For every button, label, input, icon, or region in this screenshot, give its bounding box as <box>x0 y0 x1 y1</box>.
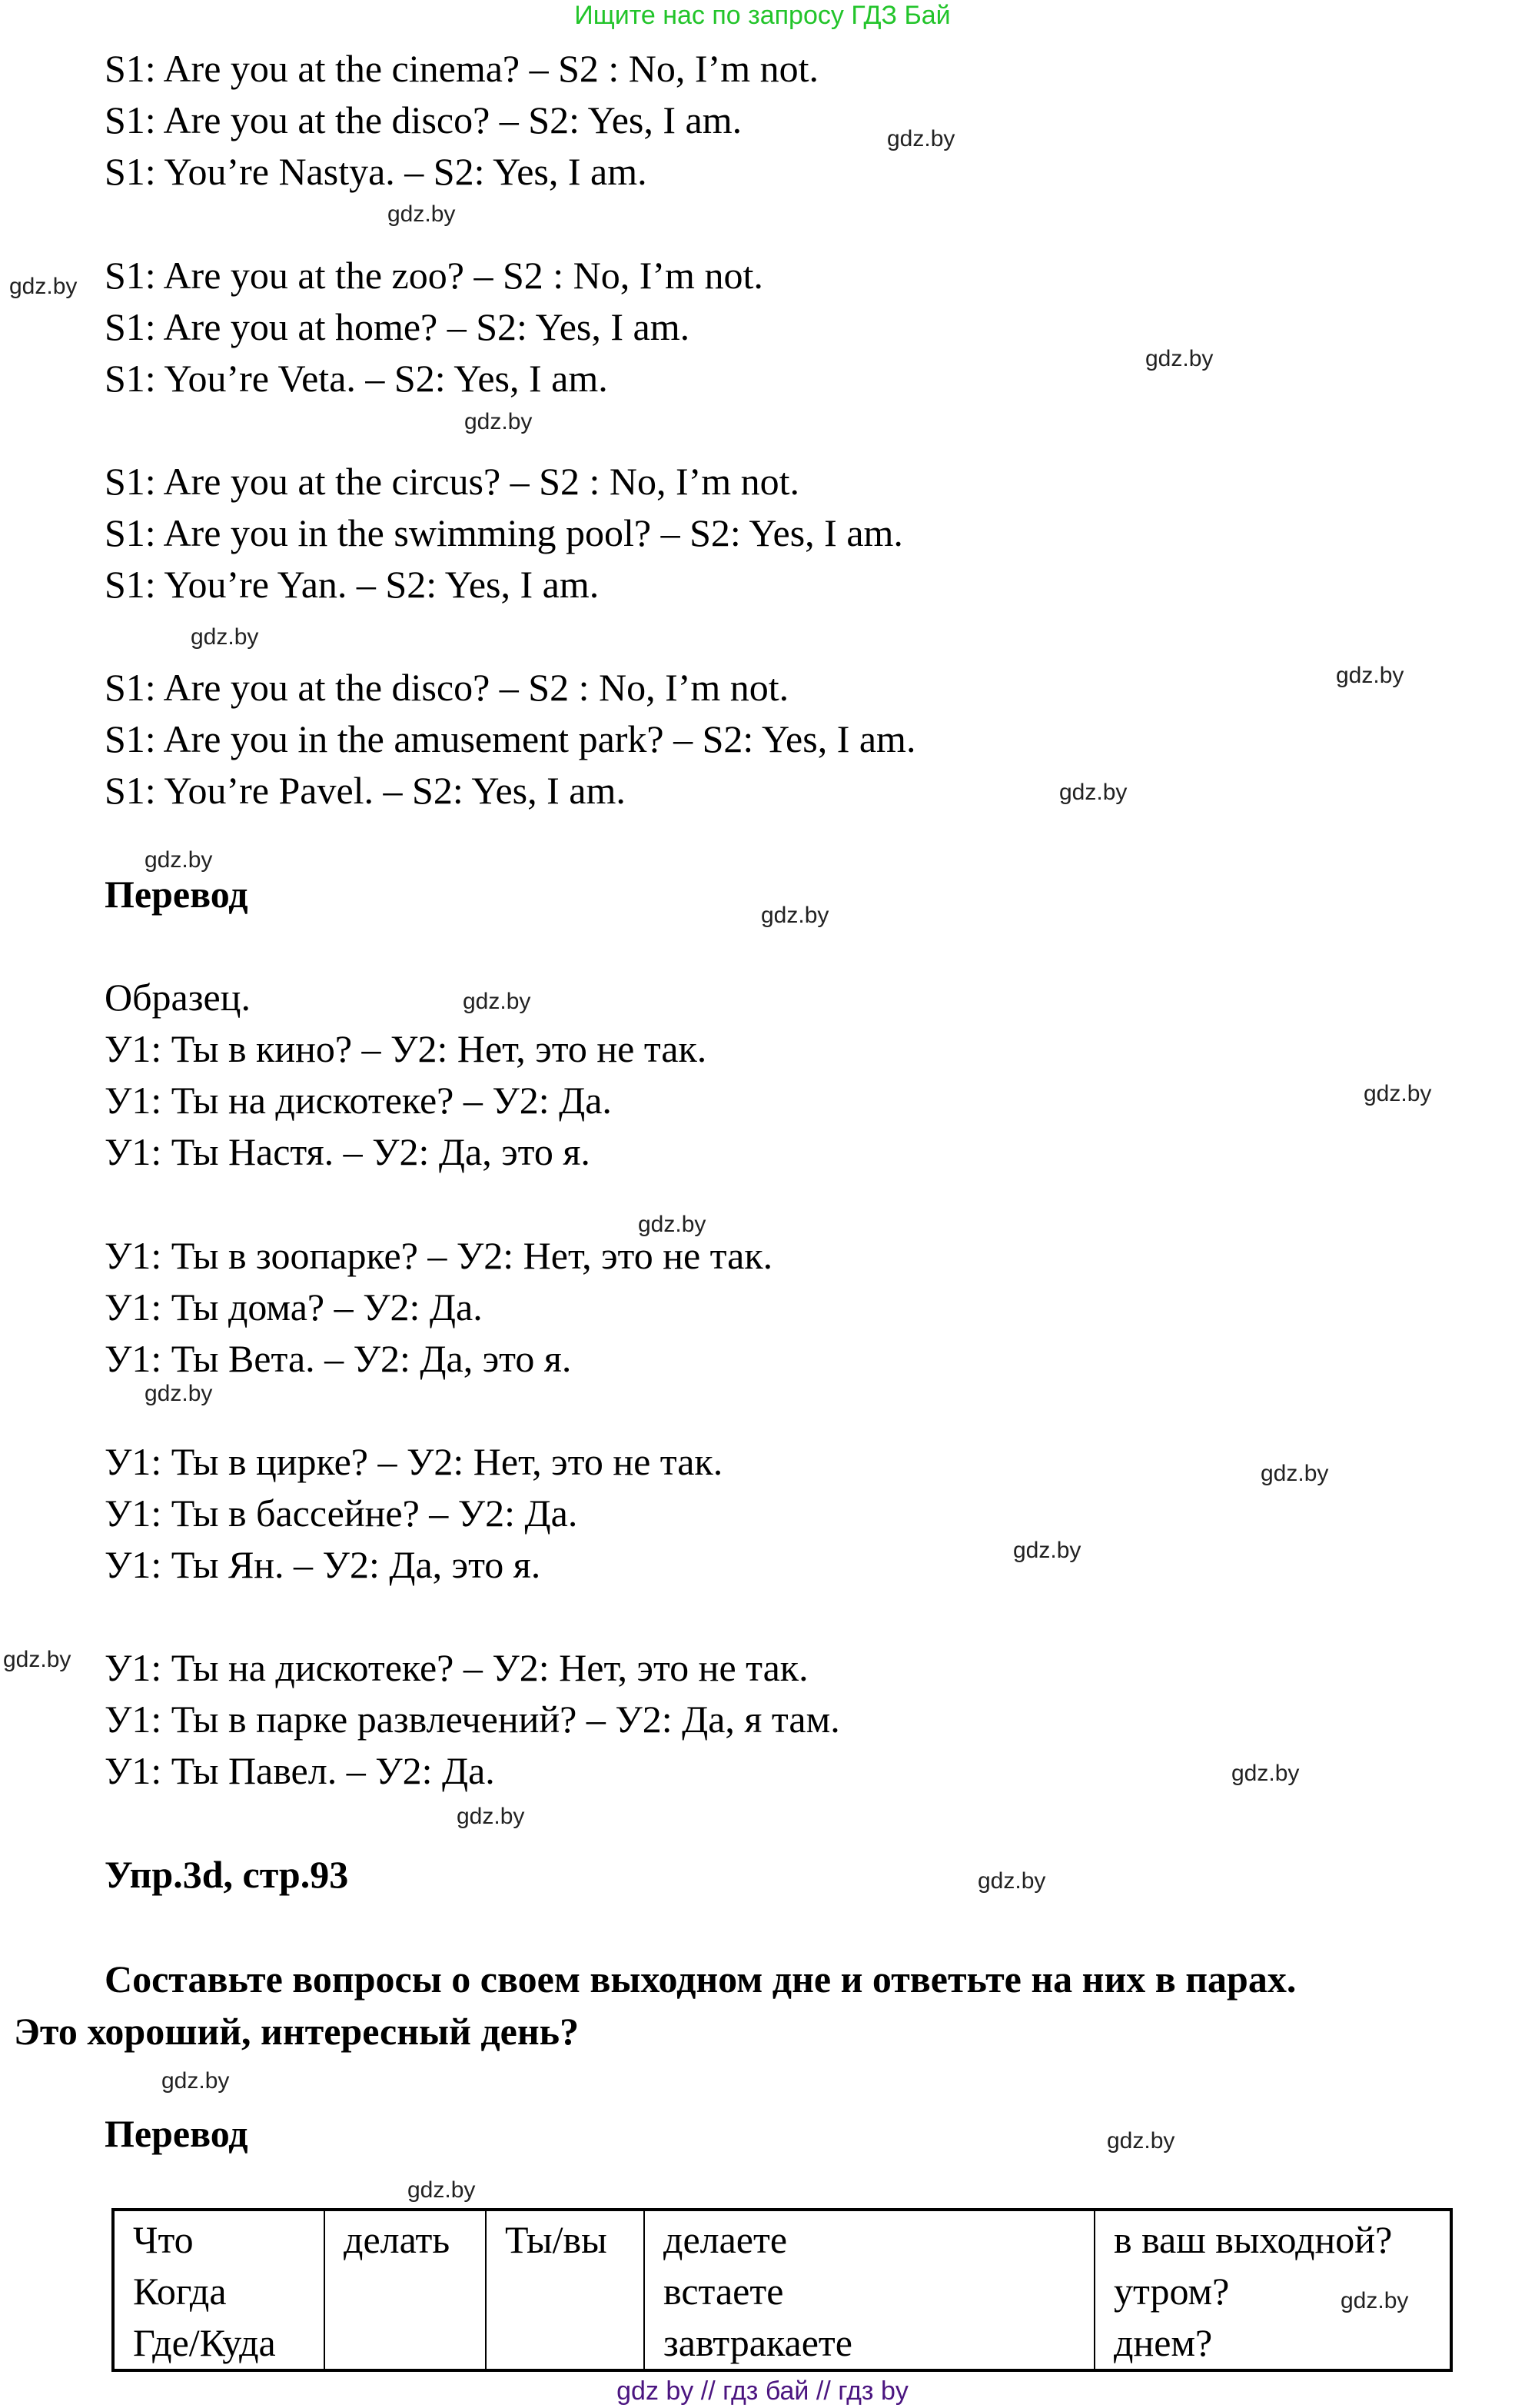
dialogue-en-line: S1: Are you at the zoo? – S2 : No, I’m not. <box>105 254 763 297</box>
table-cell-question-words <box>113 2210 324 2370</box>
watermark: gdz.by <box>464 409 533 434</box>
dialogue-ru-line: У1: Ты Настя. – У2: Да, это я. <box>105 1130 590 1173</box>
cell-text: днем? <box>1114 2321 1213 2364</box>
table-cell-verb-forms <box>644 2210 1095 2370</box>
dialogue-ru-line: У1: Ты Вета. – У2: Да, это я. <box>105 1337 572 1380</box>
watermark: gdz.by <box>407 2177 476 2203</box>
dialogue-en-line: S1: Are you at the circus? – S2 : No, I’m not. <box>105 460 800 503</box>
dialogue-en-line: S1: Are you at the cinema? – S2 : No, I’m not. <box>105 47 819 90</box>
top-search-banner[interactable]: Ищите нас по запросу ГДЗ Бай <box>574 1 951 30</box>
table-row <box>113 2210 1451 2370</box>
question-builder-table <box>111 2208 1453 2372</box>
translation-heading: Перевод <box>105 873 248 916</box>
dialogue-en-line: S1: Are you at the disco? – S2: Yes, I am. <box>105 98 743 141</box>
dialogue-en-line: S1: Are you at the disco? – S2 : No, I’m not. <box>105 666 789 709</box>
watermark: gdz.by <box>145 1381 213 1406</box>
dialogue-ru-line: У1: Ты дома? – У2: Да. <box>105 1285 483 1329</box>
watermark: gdz.by <box>1364 1081 1432 1106</box>
watermark: gdz.by <box>191 624 259 650</box>
watermark: gdz.by <box>9 274 78 299</box>
watermark: gdz.by <box>638 1212 706 1237</box>
dialogue-en-line: S1: Are you in the swimming pool? – S2: Yes, I am. <box>105 511 903 554</box>
dialogue-en-line: S1: You’re Nastya. – S2: Yes, I am. <box>105 150 647 193</box>
dialogue-ru-line: У1: Ты в зоопарке? – У2: Нет, это не так. <box>105 1234 773 1277</box>
exercise-title: Упр.3d, стр.93 <box>105 1853 349 1896</box>
cell-text: встаете <box>663 2270 784 2313</box>
watermark: gdz.by <box>457 1804 525 1829</box>
cell-text: в ваш выходной? <box>1114 2218 1393 2261</box>
watermark: gdz.by <box>1145 346 1214 371</box>
dialogue-en-line: S1: Are you in the amusement park? – S2: Yes, I am. <box>105 717 916 760</box>
watermark: gdz.by <box>978 1868 1046 1894</box>
cell-text: Что <box>133 2218 194 2261</box>
cell-text: Ты/вы <box>505 2218 607 2261</box>
dialogue-en-line: S1: You’re Yan. – S2: Yes, I am. <box>105 563 600 606</box>
table-cell-verb <box>324 2210 486 2370</box>
dialogue-ru-line: У1: Ты на дискотеке? – У2: Нет, это не так. <box>105 1646 809 1689</box>
watermark: gdz.by <box>387 201 456 227</box>
cell-text: утром? <box>1114 2270 1230 2313</box>
translation-heading-2: Перевод <box>105 2112 248 2155</box>
cell-text: Когда <box>133 2270 227 2313</box>
watermark: gdz.by <box>1341 2288 1409 2313</box>
watermark: gdz.by <box>161 2068 230 2094</box>
dialogue-ru-line: У1: Ты Павел. – У2: Да. <box>105 1749 495 1792</box>
watermark: gdz.by <box>1261 1461 1329 1486</box>
dialogue-ru-line: У1: Ты в цирке? – У2: Нет, это не так. <box>105 1440 723 1483</box>
watermark: gdz.by <box>1107 2128 1175 2154</box>
dialogue-ru-line: У1: Ты на дискотеке? – У2: Да. <box>105 1079 612 1122</box>
cell-text: делаете <box>663 2218 788 2261</box>
watermark: gdz.by <box>145 847 213 873</box>
dialogue-ru-line: У1: Ты в парке развлечений? – У2: Да, я там. <box>105 1698 840 1741</box>
watermark: gdz.by <box>761 903 829 928</box>
sample-label: Образец. <box>105 976 251 1019</box>
dialogue-en-line: S1: You’re Veta. – S2: Yes, I am. <box>105 357 608 400</box>
cell-text: Где/Куда <box>133 2321 276 2364</box>
dialogue-en-line: S1: Are you at home? – S2: Yes, I am. <box>105 305 690 348</box>
dialogue-ru-line: У1: Ты Ян. – У2: Да, это я. <box>105 1543 541 1586</box>
watermark: gdz.by <box>1336 663 1404 688</box>
cell-text: делать <box>344 2218 450 2261</box>
dialogue-ru-line: У1: Ты в бассейне? – У2: Да. <box>105 1492 578 1535</box>
watermark: gdz.by <box>1231 1761 1300 1786</box>
watermark: gdz.by <box>1013 1538 1081 1563</box>
dialogue-ru-line: У1: Ты в кино? – У2: Нет, это не так. <box>105 1027 707 1070</box>
watermark: gdz.by <box>887 126 955 151</box>
task-text-line2: Это хороший, интересный день? <box>14 2010 580 2053</box>
cell-text: завтракаете <box>663 2321 852 2364</box>
dialogue-en-line: S1: You’re Pavel. – S2: Yes, I am. <box>105 769 626 812</box>
footer-banner[interactable]: gdz by // гдз бай // гдз by <box>616 2376 909 2406</box>
watermark: gdz.by <box>1059 780 1128 805</box>
watermark: gdz.by <box>463 989 531 1014</box>
task-text-line1: Составьте вопросы о своем выходном дне и ответьте на них в парах. <box>105 1957 1297 2001</box>
watermark: gdz.by <box>3 1647 71 1672</box>
table-cell-subject <box>486 2210 644 2370</box>
